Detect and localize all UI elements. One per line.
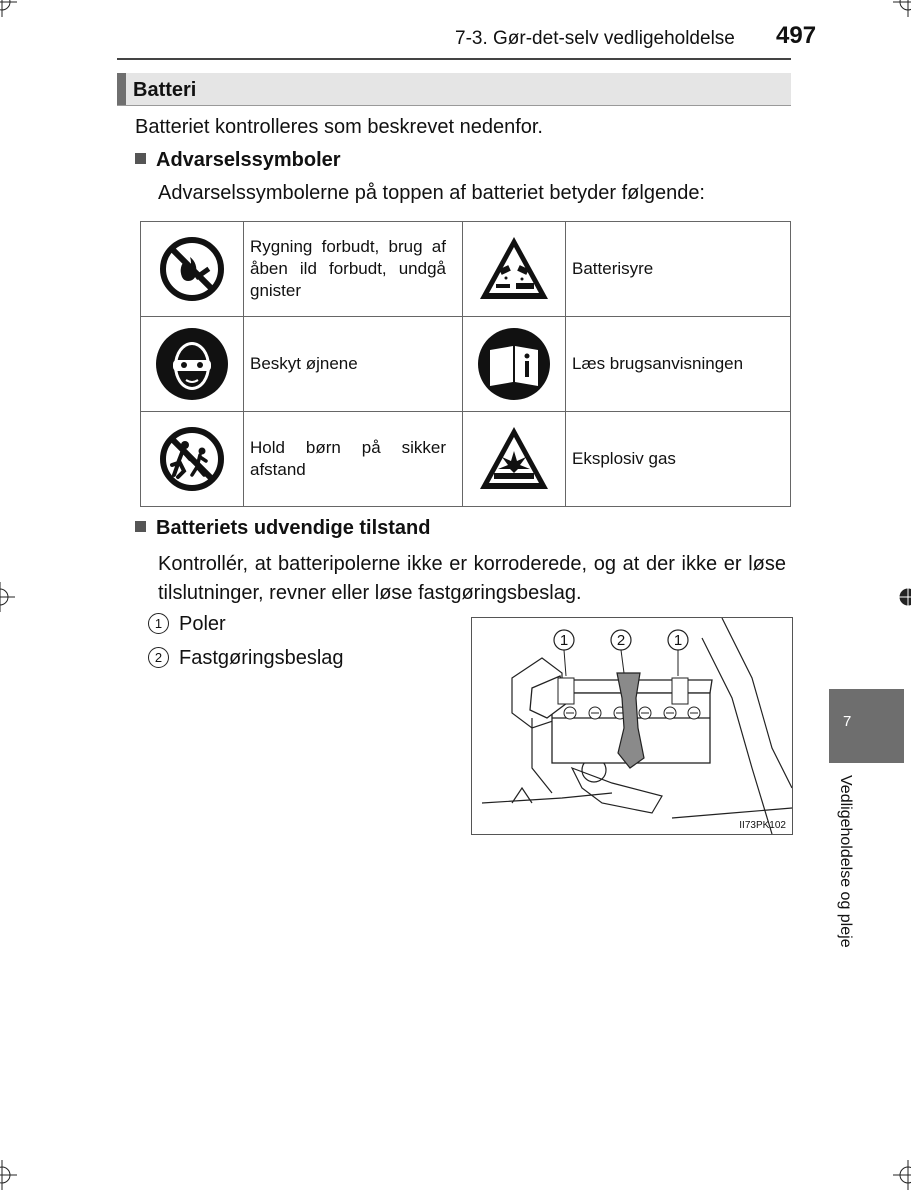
eye-protection-icon [154,326,230,402]
callout-number: 2 [148,647,169,668]
heading-label: Batteriets udvendige tilstand [156,517,431,539]
callout-number: 1 [148,613,169,634]
table-cell: Batterisyre [566,222,791,317]
crop-mark-icon [0,0,17,17]
battery-drawing [472,618,792,834]
crop-mark-icon [0,582,15,612]
table-cell [141,222,244,317]
section-header [117,73,791,106]
table-cell: Eksplosiv gas [566,412,791,507]
no-smoking-no-flame-icon [154,231,230,307]
table-cell [463,317,566,412]
crop-mark-icon [893,1160,911,1190]
chapter-title: 7-3. Gør-det-selv vedligeholdelse [455,28,735,49]
table-row [141,412,791,507]
heading-label: Advarselssymboler [156,149,341,171]
bullet-square-icon [135,153,146,164]
battery-condition-heading [135,517,431,540]
crop-mark-icon [893,582,911,612]
callout-1-right: 1 [673,632,683,649]
warning-symbols-description: Advarselssymbolerne på toppen af batteriet betyder følgende: [158,182,705,204]
list-item-label: Fastgøringsbeslag [179,647,344,669]
table-cell: Rygning forbudt, brug af åben ild forbudt, undgå gnister [244,222,463,317]
warning-symbols-table [140,221,791,507]
list-item [148,647,344,670]
list-item-label: Poler [179,613,226,635]
table-cell: Hold børn på sikker afstand [244,412,463,507]
table-cell [141,412,244,507]
section-accent [117,73,126,105]
table-row [141,317,791,412]
callout-1-left: 1 [559,632,569,649]
table-cell: Læs brugsanvisningen [566,317,791,412]
chapter-tab [829,689,904,763]
section-title: Batteri [133,79,197,101]
chapter-tab-label: Vedligeholdelse og pleje [837,775,854,948]
read-manual-icon [476,326,552,402]
list-item [148,613,226,636]
explosive-gas-icon [476,421,552,497]
table-cell [463,412,566,507]
warning-symbols-heading [135,149,341,172]
table-cell: Beskyt øjnene [244,317,463,412]
chapter-tab-number: 7 [843,713,852,730]
intro-text: Batteriet kontrolleres som beskrevet nedenfor. [135,116,543,138]
figure-code: II73PK102 [739,820,786,831]
battery-illustration [471,617,793,835]
callout-2: 2 [616,632,626,649]
crop-mark-icon [893,0,911,17]
header-divider [117,58,791,60]
battery-acid-icon [476,231,552,307]
page-number: 497 [776,22,817,49]
table-cell [463,222,566,317]
crop-mark-icon [0,1160,17,1190]
battery-condition-description: Kontrollér, at batteripolerne ikke er korroderede, og at der ikke er løse tilslutninger, revner eller løse fastgøringsbeslag. [158,553,786,604]
keep-children-away-icon [154,421,230,497]
table-row [141,222,791,317]
table-cell [141,317,244,412]
bullet-square-icon [135,521,146,532]
